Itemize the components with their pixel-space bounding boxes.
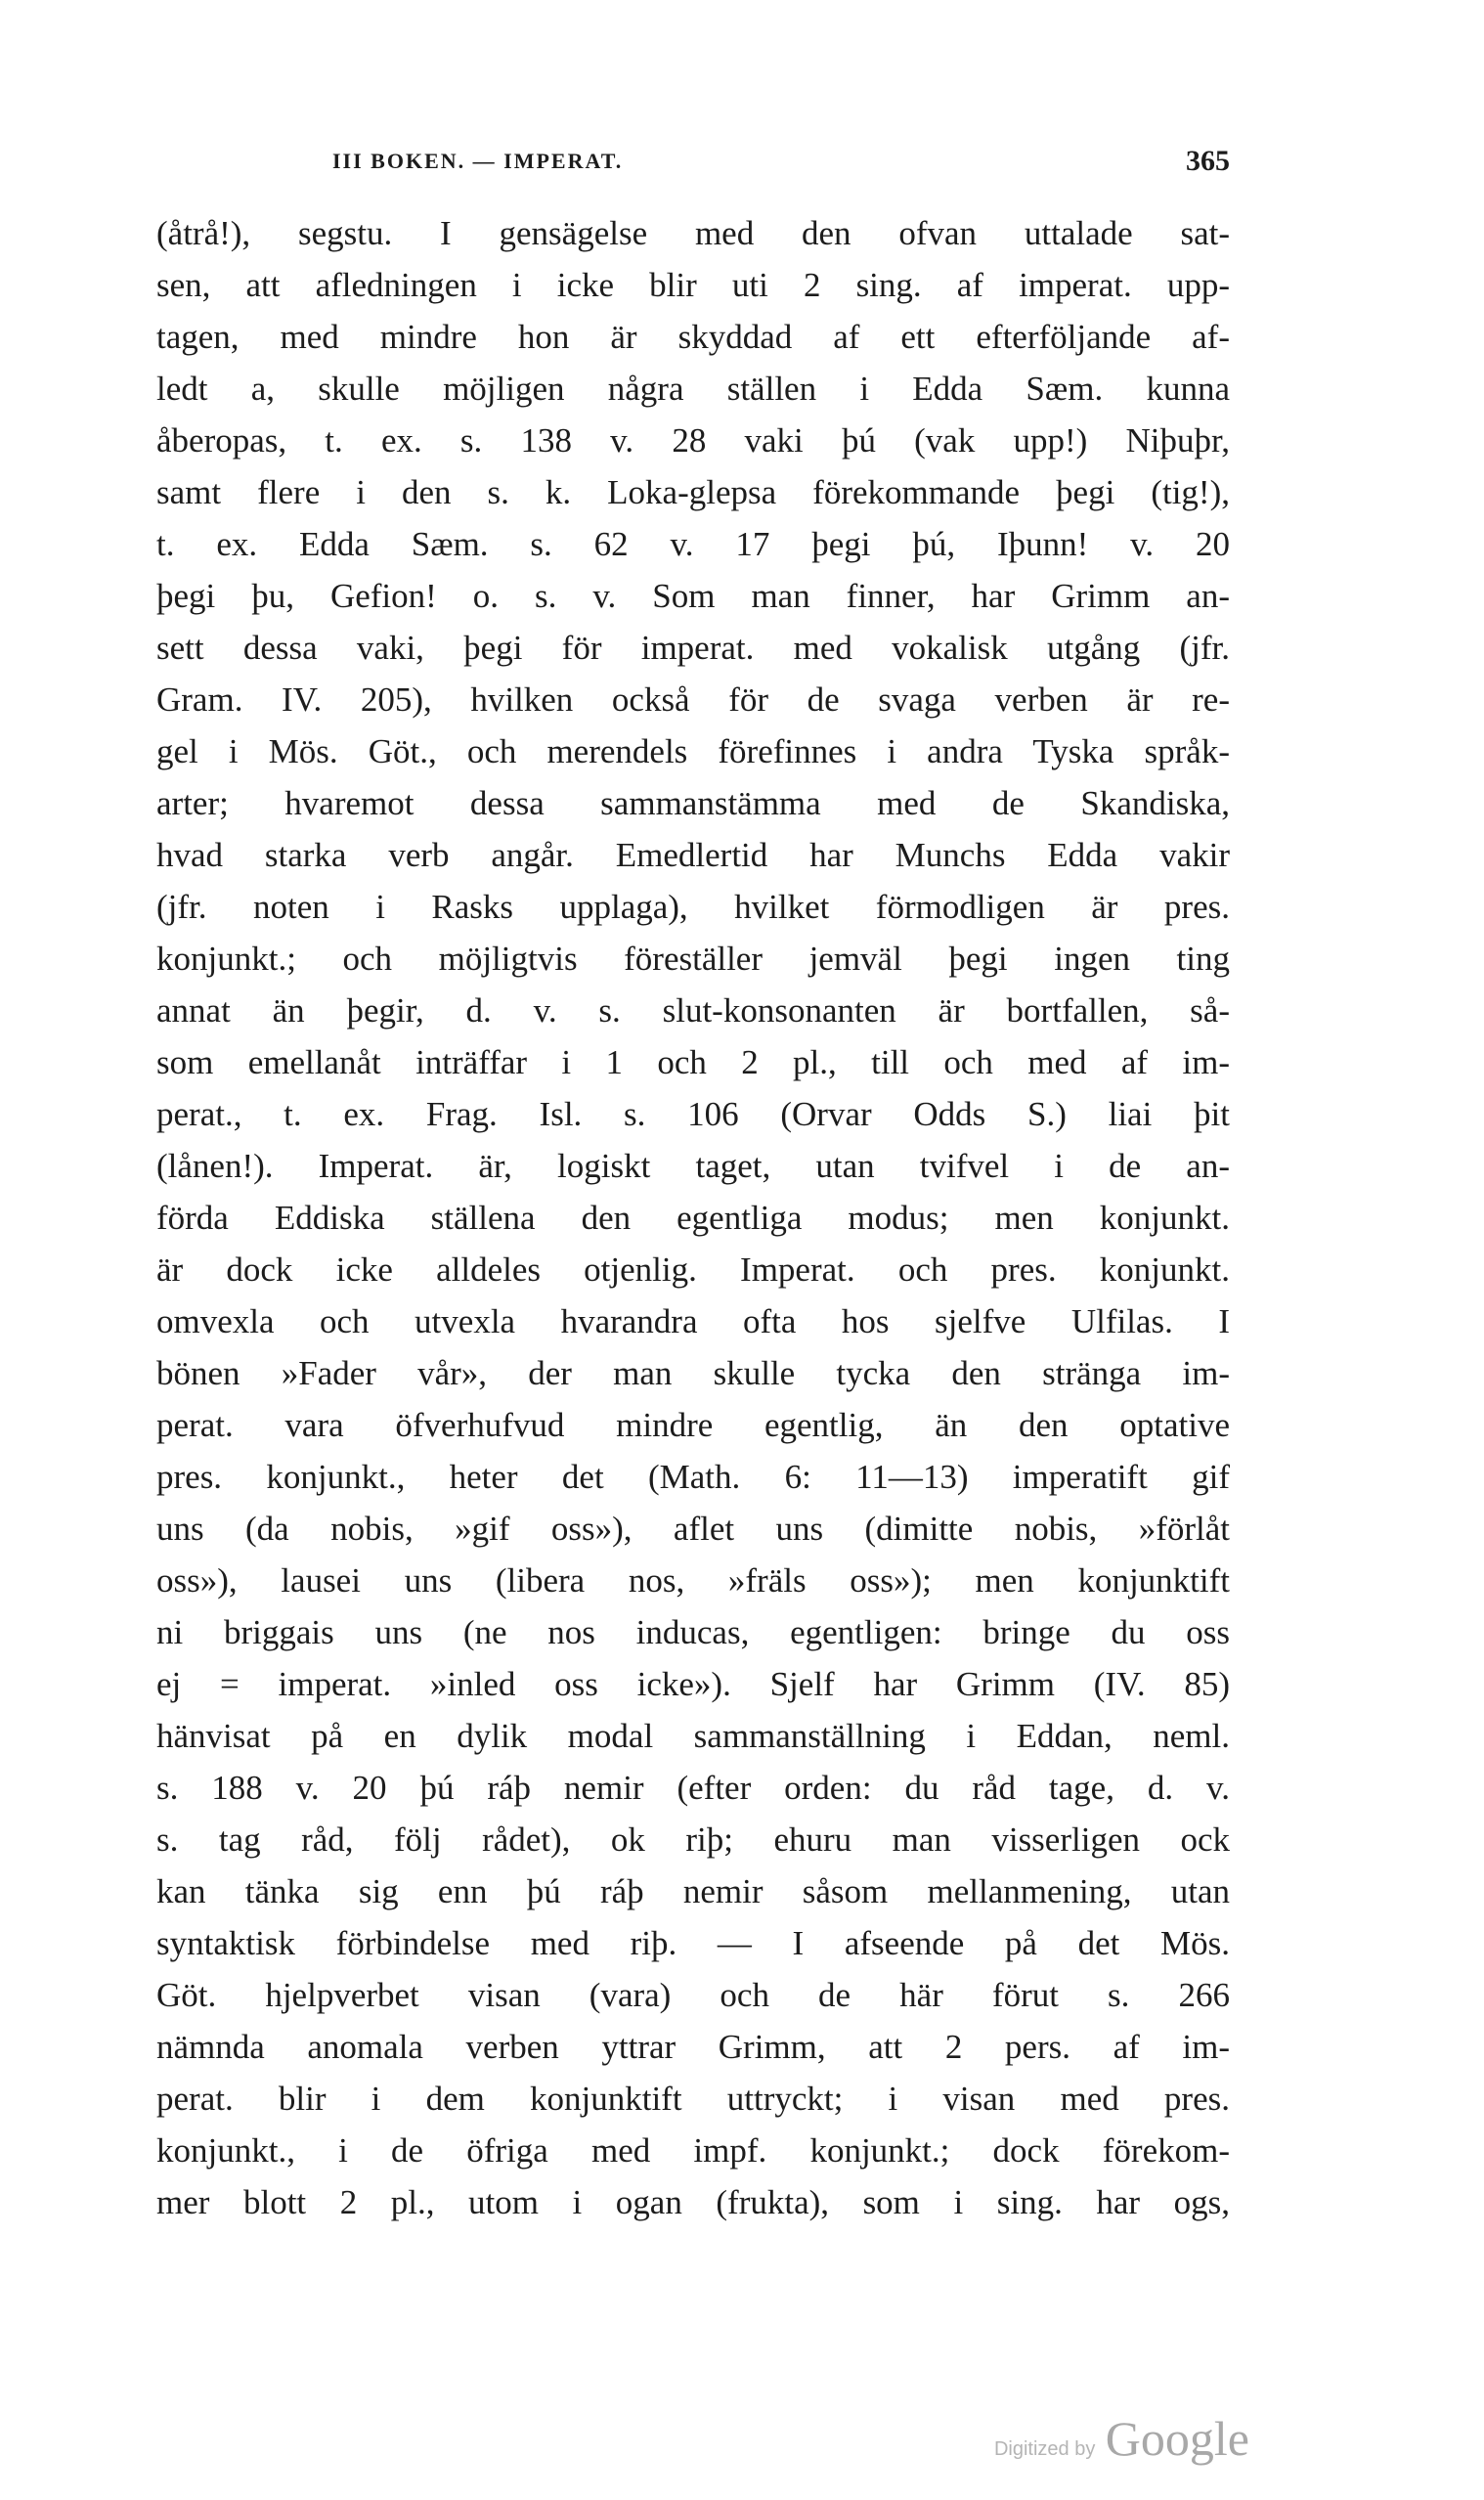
- text-line: pres. konjunkt., heter det (Math. 6: 11—13) imperatift gif: [156, 1458, 1230, 1496]
- google-logo: Google: [1105, 2411, 1249, 2466]
- text-line: (jfr. noten i Rasks upplaga), hvilket förmodligen är pres.: [156, 888, 1230, 926]
- body-text: [156, 207, 1230, 2228]
- text-line: perat. blir i dem konjunktift uttryckt; i visan med pres.: [156, 2080, 1230, 2118]
- text-line: s. 188 v. 20 þú ráþ nemir (efter orden: du råd tage, d. v.: [156, 1769, 1230, 1807]
- text-line: oss»), lausei uns (libera nos, »fräls oss»); men konjunktift: [156, 1561, 1230, 1600]
- text-line: arter; hvaremot dessa sammanstämma med de Skandiska,: [156, 784, 1230, 822]
- text-line: ej = imperat. »inled oss icke»). Sjelf har Grimm (IV. 85): [156, 1665, 1230, 1703]
- text-line: perat. vara öfverhufvud mindre egentlig, än den optative: [156, 1406, 1230, 1444]
- text-line: uns (da nobis, »gif oss»), aflet uns (dimitte nobis, »förlåt: [156, 1510, 1230, 1548]
- text-line: ni briggais uns (ne nos inducas, egentligen: bringe du oss: [156, 1613, 1230, 1651]
- text-line: som emellanåt inträffar i 1 och 2 pl., till och med af im-: [156, 1043, 1230, 1081]
- text-line: annat än þegir, d. v. s. slut-konsonanten är bortfallen, så-: [156, 991, 1230, 1030]
- text-line: hvad starka verb angår. Emedlertid har Munchs Edda vakir: [156, 836, 1230, 874]
- text-line: mer blott 2 pl., utom i ogan (frukta), som i sing. har ogs,: [156, 2183, 1230, 2221]
- text-line: t. ex. Edda Sæm. s. 62 v. 17 þegi þú, Iþunn! v. 20: [156, 525, 1230, 563]
- text-line: förda Eddiska ställena den egentliga modus; men konjunkt.: [156, 1199, 1230, 1237]
- digitized-by-google-watermark: [994, 2410, 1249, 2467]
- text-line: kan tänka sig enn þú ráþ nemir såsom mellanmening, utan: [156, 1872, 1230, 1910]
- text-line: Göt. hjelpverbet visan (vara) och de här förut s. 266: [156, 1976, 1230, 2014]
- text-line: perat., t. ex. Frag. Isl. s. 106 (Orvar Odds S.) liai þit: [156, 1095, 1230, 1133]
- text-line: (åtrå!), segstu. I gensägelse med den ofvan uttalade sat-: [156, 214, 1230, 252]
- page-number: 365: [1186, 145, 1230, 177]
- text-line: åberopas, t. ex. s. 138 v. 28 vaki þú (vak upp!) Niþuþr,: [156, 421, 1230, 460]
- text-line: omvexla och utvexla hvarandra ofta hos sjelfve Ulfilas. I: [156, 1302, 1230, 1340]
- text-line: samt flere i den s. k. Loka-glepsa förekommande þegi (tig!),: [156, 473, 1230, 511]
- text-line: ledt a, skulle möjligen några ställen i Edda Sæm. kunna: [156, 370, 1230, 408]
- text-line: syntaktisk förbindelse med riþ. — I afseende på det Mös.: [156, 1924, 1230, 1962]
- text-line: (lånen!). Imperat. är, logiskt taget, utan tvifvel i de an-: [156, 1147, 1230, 1185]
- text-line: sett dessa vaki, þegi för imperat. med vokalisk utgång (jfr.: [156, 629, 1230, 667]
- text-line: tagen, med mindre hon är skyddad af ett efterföljande af-: [156, 318, 1230, 356]
- running-title: III BOKEN. — IMPERAT.: [332, 149, 624, 173]
- text-line: þegi þu, Gefion! o. s. v. Som man finner, har Grimm an-: [156, 577, 1230, 615]
- text-line: Gram. IV. 205), hvilken också för de svaga verben är re-: [156, 680, 1230, 719]
- text-line: gel i Mös. Göt., och merendels förefinnes i andra Tyska språk-: [156, 732, 1230, 770]
- text-line: s. tag råd, följ rådet), ok riþ; ehuru man visserligen ock: [156, 1820, 1230, 1859]
- text-line: bönen »Fader vår», der man skulle tycka den stränga im-: [156, 1354, 1230, 1392]
- text-line: nämnda anomala verben yttrar Grimm, att 2 pers. af im-: [156, 2028, 1230, 2066]
- text-line: sen, att afledningen i icke blir uti 2 sing. af imperat. upp-: [156, 266, 1230, 304]
- text-line: konjunkt., i de öfriga med impf. konjunkt.; dock förekom-: [156, 2131, 1230, 2170]
- text-line: konjunkt.; och möjligtvis föreställer jemväl þegi ingen ting: [156, 940, 1230, 978]
- running-head: [156, 145, 1230, 188]
- watermark-prefix: Digitized by: [993, 2438, 1096, 2460]
- text-line: hänvisat på en dylik modal sammanställning i Eddan, neml.: [156, 1717, 1230, 1755]
- text-line: är dock icke alldeles otjenlig. Imperat. och pres. konjunkt.: [156, 1250, 1230, 1289]
